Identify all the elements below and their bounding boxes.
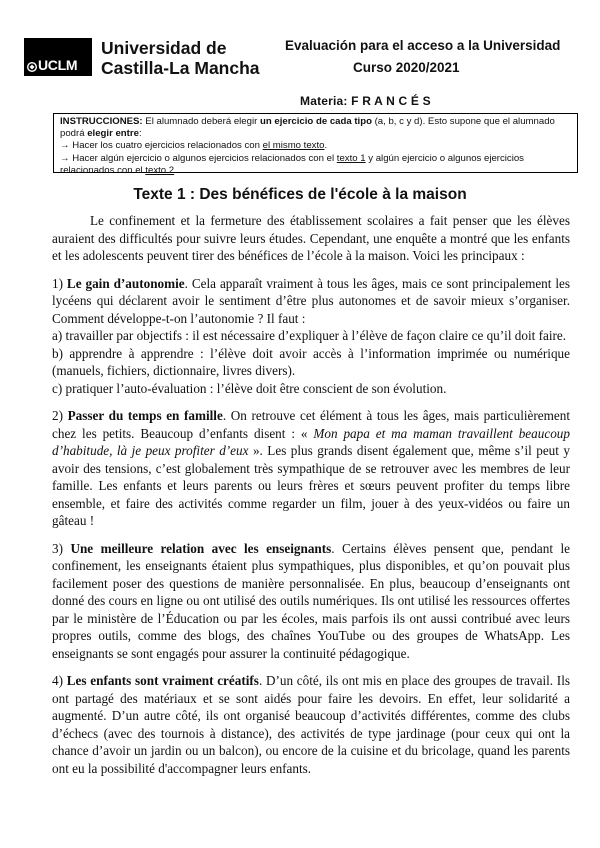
exam-course: Curso 2020/2021: [353, 60, 460, 75]
point-1-paragraph: 1) Le gain d’autonomie. Cela apparaît vraiment à tous les âges, mais ce sont principalement les lycéens qui déclarent avoir le sentiment d’être plus autonomes et de savoir mieux s’organiser. Comment développe-t-on l’autonomie ? Il faut :: [52, 275, 570, 326]
text-title: Texte 1 : Des bénéfices de l'école à la maison: [133, 186, 467, 203]
instructions-option-2: → Hacer algún ejercicio o algunos ejercicios relacionados con el texto 1 y algún ejercicio o algunos ejercicios relacionados con el texto 2.: [60, 152, 524, 176]
instructions-main: INSTRUCCIONES: El alumnado deberá elegir un ejercicio de cada tipo (a, b, c y d). Esto supone que el alumnado podrá elegir entre:: [60, 116, 555, 140]
point-2-heading: Passer du temps en famille: [67, 408, 223, 423]
point-1-item-c: c) pratiquer l’auto-évaluation : l’élève doit être conscient de son évolution.: [52, 380, 447, 396]
point-4-paragraph: 4) Les enfants sont vraiment créatifs. D’un côté, ils ont mis en place des groupes de travail. Ils ont partagé des matériaux et se sont aidés pour faire les devoirs. En effet, leur solidarité a augmenté. D’un autre côté, ils ont organisé beaucoup d’activités différentes, comme des clubs d’échecs (avec des tournois à distance), des activités de type jardinage (pour ceux qui ont la chance d’avoir un jardin ou un balcon), ou encore de la cuisine et du bricolage, quand les parents ont eu la possibilité d'accompagner leurs enfants.: [52, 673, 570, 776]
point-3-heading: Une meilleure relation avec les enseignants: [70, 540, 332, 556]
instructions-option-1: → Hacer los cuatro ejercicios relacionados con el mismo texto.: [60, 140, 328, 152]
point-2-quote: Mon papa et ma maman travaillent beaucoup d’habitude, là je peux profiter d’eux: [52, 425, 570, 458]
university-name-line2: Castilla-La Mancha: [101, 58, 260, 78]
instructions-box: [53, 113, 578, 176]
university-name-line1: Universidad de: [101, 38, 227, 58]
point-1-item-a: a) travailler par objectifs : il est nécessaire d’expliquer à l’élève de façon claire ce qu’il doit faire.: [52, 328, 567, 343]
subject-label: Materia: F R A N C É S: [300, 94, 431, 108]
point-3-paragraph: 3) Une meilleure relation avec les enseignants. Certains élèves pensent que, pendant le confinement, les enseignants étaient plus sympathiques, plus disponibles, et qu’on pouvait plus facilement poser des questions de manière personnalisée. En plus, beaucoup d’enseignants ont donné des cours en ligne ou ont utilisé des outils numériques. Ils ont utilisé les ressources offertes par le ministère de l’Éducation ou par les écoles, mais parfois ils ont aussi contribué avec leurs propres outils, comme des blogs, des chaînes YouTube ou des groupes de WhatsApp. Les enseignants se sont engagés pour assurer la continuité pédagogique.: [52, 540, 570, 661]
point-1-item-b: b) apprendre à apprendre : l’élève doit avoir accès à l’information imprimée ou numérique (manuels, fichiers, dictionnaire, livres divers).: [52, 345, 570, 378]
exam-title: Evaluación para el acceso a la Universidad: [285, 38, 561, 53]
logo-text: UCLM: [38, 57, 78, 73]
text-body: [52, 212, 570, 777]
point-1-heading: Le gain d’autonomie: [66, 275, 185, 291]
point-4-heading: Les enfants sont vraiment créatifs: [66, 673, 259, 688]
intro-paragraph: Le confinement et la fermeture des établissement scolaires a fait penser que les élèves auraient des difficultés pour suivre leurs études. Cependant, une enquête a montré que les enfants et les adolescents peuvent tirer des bénéfices de l’école à la maison. Voici les principaux :: [52, 213, 570, 263]
university-name: [101, 38, 260, 78]
uclm-emblem-icon: [27, 62, 37, 72]
point-2-paragraph: 2) Passer du temps en famille. On retrouve cet élément à tous les âges, mais particulièrement chez les petits. Beaucoup d’enfants disent : « Mon papa et ma maman travaillent beaucoup d’habitude, là je peux profiter d’eux ». Les plus grands disent également que, même s’il peut y avoir des tensions, c’est globalement très sympathique de se retrouver avec les membres de leur famille. Les enfants et leurs parents ou leurs frères et sœurs peuvent profiter du temps libre ensemble, et faire des activités comme regarder un film, jouer à des yeux-vidéos ou faire un gâteau !: [52, 408, 570, 528]
